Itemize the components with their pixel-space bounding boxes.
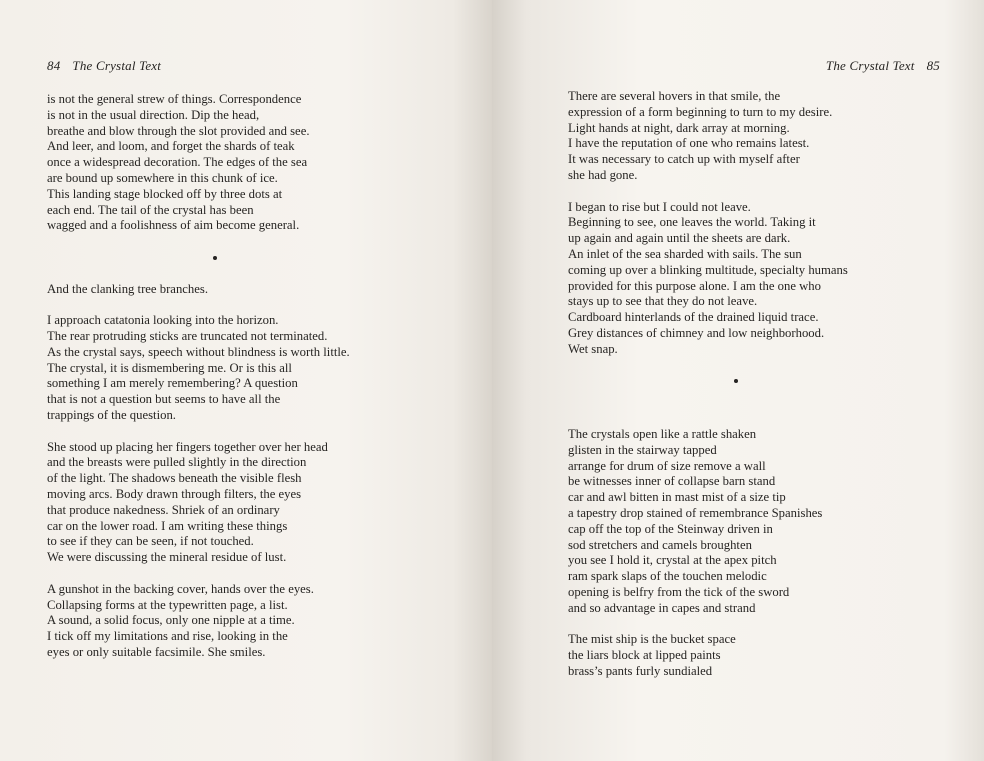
text-line: Wet snap.: [568, 341, 618, 356]
text-line: wagged and a foolishness of aim become general.: [47, 218, 300, 233]
text-line: A sound, a solid focus, only one nipple at a time.: [47, 613, 295, 628]
text-line: brass’s pants furly sundialed: [568, 663, 713, 678]
text-line: I have the reputation of one who remains latest.: [568, 136, 810, 151]
text-line: I tick off my limitations and rise, looking in the: [47, 629, 288, 644]
text-line: of the light. The shadows beneath the visible flesh: [47, 471, 302, 486]
text-line: be witnesses inner of collapse barn stand: [568, 474, 776, 489]
section-break: [568, 373, 968, 389]
text-line: and the breasts were pulled slightly in the direction: [47, 455, 307, 470]
text-line: and so advantage in capes and strand: [568, 600, 756, 615]
text-line: As the crystal says, speech without blindness is worth little.: [47, 344, 350, 359]
text-line: provided for this purpose alone. I am the one who: [568, 278, 821, 293]
text-line: that is not a question but seems to have all the: [47, 392, 281, 407]
text-line: A gunshot in the backing cover, hands over the eyes.: [47, 581, 314, 596]
right-running-head: The Crystal Text: [825, 58, 915, 73]
text-line: to see if they can be seen, if not touched.: [47, 534, 254, 549]
text-line: the liars block at lipped paints: [568, 648, 721, 663]
text-line: breathe and blow through the slot provided and see.: [47, 123, 310, 138]
text-line: up again and again until the sheets are dark.: [568, 231, 791, 246]
text-line: An inlet of the sea sharded with sails. The sun: [568, 246, 802, 261]
text-line: glisten in the stairway tapped: [568, 442, 717, 457]
text-line: car and awl bitten in mast mist of a size tip: [568, 490, 786, 505]
text-line: Light hands at night, dark array at morning.: [568, 120, 790, 135]
text-line: car on the lower road. I am writing these things: [47, 518, 288, 533]
text-line: coming up over a blinking multitude, specialty humans: [568, 262, 848, 277]
text-line: moving arcs. Body drawn through filters, the eyes: [47, 486, 302, 501]
text-line: a tapestry drop stained of remembrance Spanishes: [568, 505, 823, 520]
text-line: is not the general strew of things. Correspondence: [47, 92, 302, 106]
section-break: [47, 250, 477, 266]
text-line: expression of a form beginning to turn to my desire.: [568, 104, 833, 119]
text-line: is not in the usual direction. Dip the head,: [47, 107, 260, 122]
left-running-head: The Crystal Text: [72, 58, 162, 73]
text-line: The rear protruding sticks are truncated not terminated.: [47, 328, 328, 343]
text-line: are bound up somewhere in this chunk of ice.: [47, 170, 278, 185]
text-line: sod stretchers and camels broughten: [568, 537, 752, 552]
text-line: you see I hold it, crystal at the apex pitch: [568, 553, 777, 568]
text-line: The crystal, it is dismembering me. Or is this all: [47, 360, 292, 375]
section-break-dot: [213, 256, 217, 260]
text-line: stays up to see that they do not leave.: [568, 294, 758, 309]
text-line: once a widespread decoration. The edges of the sea: [47, 155, 308, 170]
right-page-body: [568, 89, 968, 680]
text-line: It was necessary to catch up with myself after: [568, 152, 800, 167]
text-line: Grey distances of chimney and low neighborhood.: [568, 325, 825, 340]
text-line: And the clanking tree branches.: [47, 281, 208, 296]
text-line: This landing stage blocked off by three dots at: [47, 186, 283, 201]
text-line: she had gone.: [568, 167, 638, 182]
text-line: Collapsing forms at the typewritten page, a list.: [47, 597, 288, 612]
text-line: opening is belfry from the tick of the sword: [568, 584, 790, 599]
text-line: The crystals open like a rattle shaken: [568, 426, 757, 441]
text-line: And leer, and loom, and forget the shards of teak: [47, 139, 295, 154]
text-line: Cardboard hinterlands of the drained liquid trace.: [568, 310, 819, 325]
text-line: We were discussing the mineral residue of lust.: [47, 550, 287, 565]
text-line: trappings of the question.: [47, 407, 176, 422]
text-line: I approach catatonia looking into the horizon.: [47, 313, 279, 328]
text-line: There are several hovers in that smile, the: [568, 89, 781, 103]
left-page-number: 84: [47, 58, 61, 73]
left-page-header: [47, 58, 161, 74]
text-line: arrange for drum of size remove a wall: [568, 458, 766, 473]
text-line: cap off the top of the Steinway driven in: [568, 521, 773, 536]
text-line: each end. The tail of the crystal has been: [47, 202, 254, 217]
text-line: Beginning to see, one leaves the world. Taking it: [568, 215, 816, 230]
right-page-number: 85: [926, 58, 940, 73]
right-page-header: [826, 58, 940, 74]
text-line: eyes or only suitable facsimile. She smiles.: [47, 644, 266, 659]
right-page: [492, 0, 984, 761]
left-page-body: [47, 92, 477, 661]
text-line: something I am merely remembering? A question: [47, 376, 298, 391]
text-line: ram spark slaps of the touchen melodic: [568, 569, 767, 584]
text-line: The mist ship is the bucket space: [568, 632, 736, 647]
text-line: I began to rise but I could not leave.: [568, 199, 751, 214]
text-line: that produce nakedness. Shriek of an ordinary: [47, 502, 280, 517]
section-break-dot: [734, 379, 738, 383]
text-line: She stood up placing her fingers together over her head: [47, 439, 328, 454]
